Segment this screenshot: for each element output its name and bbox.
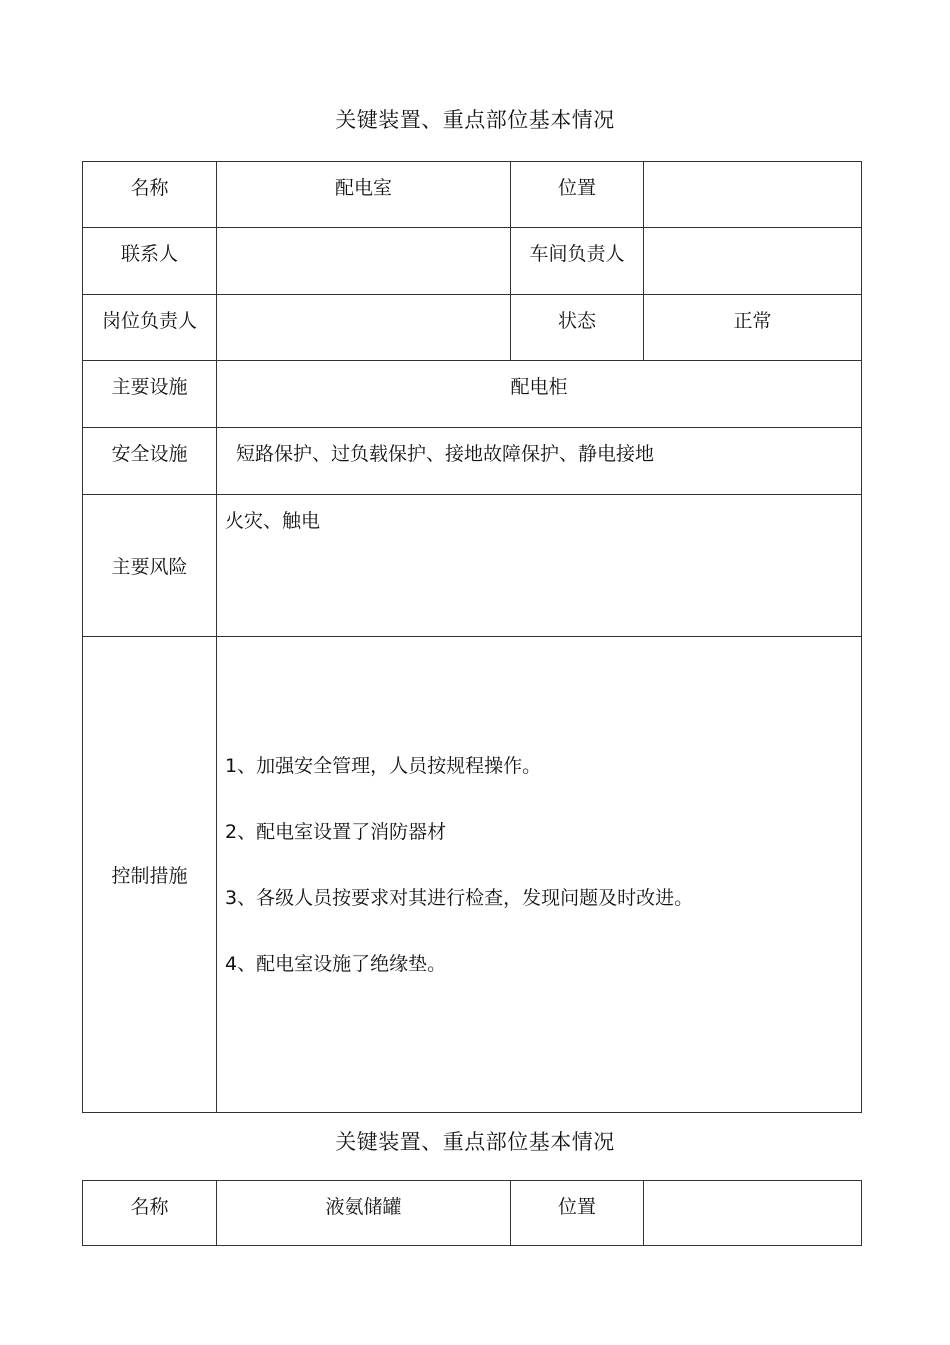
main-facility-label: 主要设施: [83, 361, 217, 428]
control-measures-list: [217, 637, 862, 1113]
location-label: 位置: [511, 1181, 644, 1246]
status-label: 状态: [511, 295, 644, 361]
status-value: 正常: [644, 295, 862, 361]
control-measures-label: 控制措施: [83, 637, 217, 1113]
control-measure-item: 1、加强安全管理，人员按规程操作。: [225, 755, 542, 777]
main-facility-value: 配电柜: [217, 361, 862, 428]
control-measure-item: 3、各级人员按要求对其进行检查，发现问题及时改进。: [225, 887, 694, 909]
contact-label: 联系人: [83, 228, 217, 295]
main-risk-label: 主要风险: [83, 495, 217, 637]
main-risk-value: 火灾、触电: [217, 495, 862, 637]
section-title: 关键装置、重点部位基本情况: [335, 1130, 615, 1154]
post-head-value: [217, 295, 511, 361]
name-value: 液氨储罐: [217, 1181, 511, 1246]
safety-facility-label: 安全设施: [83, 428, 217, 495]
location-label: 位置: [511, 162, 644, 228]
facility-info-table: [82, 161, 862, 1113]
name-label: 名称: [83, 162, 217, 228]
contact-value: [217, 228, 511, 295]
post-head-label: 岗位负责人: [83, 295, 217, 361]
control-measure-item: 4、配电室设施了绝缘垫。: [225, 953, 447, 975]
name-label: 名称: [83, 1181, 217, 1246]
safety-facility-value: 短路保护、过负载保护、接地故障保护、静电接地: [217, 428, 862, 495]
control-measure-item: 2、配电室设置了消防器材: [225, 821, 447, 843]
workshop-head-value: [644, 228, 862, 295]
location-value: [644, 1181, 862, 1246]
section-title: 关键装置、重点部位基本情况: [335, 108, 615, 132]
location-value: [644, 162, 862, 228]
facility-info-table: [82, 1180, 862, 1246]
name-value: 配电室: [217, 162, 511, 228]
workshop-head-label: 车间负责人: [511, 228, 644, 295]
